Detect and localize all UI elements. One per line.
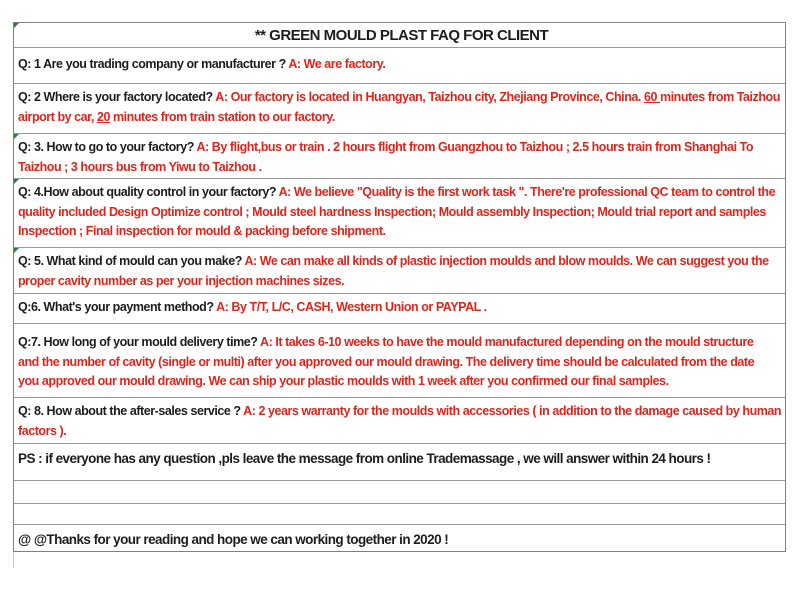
faq-q6 — [14, 294, 785, 324]
faq-q8-answer-text: factors ). — [18, 423, 67, 438]
left-border-stub — [13, 552, 14, 568]
faq-q2 — [14, 84, 785, 134]
faq-q4-line — [18, 203, 785, 223]
faq-q8-line — [18, 422, 785, 442]
faq-q1 — [14, 48, 785, 84]
faq-q7 — [14, 324, 785, 398]
faq-q2-answer-text: 20 — [96, 109, 110, 124]
faq-q5 — [14, 248, 785, 294]
faq-q1-answer-text: A: We are factory. — [288, 57, 386, 71]
faq-q2-line — [18, 88, 785, 108]
faq-q5-answer-text: A: We can make all kinds of plastic injection moulds and blow moulds. We can suggest you the — [244, 254, 769, 268]
thanks-note — [14, 525, 785, 551]
faq-q4-question-text: Q: 4.How about quality control in your factory? — [18, 185, 279, 199]
faq-q4 — [14, 179, 785, 248]
faq-q4-line — [18, 183, 785, 203]
faq-q4-answer-text: quality included Design Optimize control ; Mould steel hardness Inspection; Mould assembly Inspection; Mould trial report and samples — [18, 204, 766, 219]
faq-q3 — [14, 134, 785, 179]
faq-q7-line — [18, 353, 785, 373]
title-row-question-text: ** GREEN MOULD PLAST FAQ FOR CLIENT — [254, 27, 549, 44]
faq-q2-answer-text: airport by car, — [18, 109, 97, 124]
faq-q3-answer-text: Taizhou ; 3 hours bus from Yiwu to Taizhou . — [18, 159, 262, 174]
faq-q8 — [14, 398, 785, 444]
cell-comment-marker-icon — [14, 248, 19, 253]
faq-q2-answer-text: A: Our factory is located in Huangyan, Taizhou city, Zhejiang Province, China. — [215, 90, 644, 104]
faq-q8-line — [18, 402, 785, 422]
faq-q8-question-text: Q: 8. How about the after-sales service ? — [18, 404, 244, 418]
cell-comment-marker-icon — [14, 23, 19, 28]
faq-q2-answer-text: minutes from train station to our factory. — [109, 109, 335, 124]
faq-q7-answer-text: A: It takes 6-10 weeks to have the mould manufactured depending on the mould structure — [260, 335, 754, 349]
faq-q7-answer-text: you approved our mould drawing. We can ship your plastic moulds with 1 week after you confirmed our final samples. — [18, 374, 669, 388]
faq-q1-line — [18, 55, 785, 75]
faq-q2-answer-text: minutes from Taizhou — [659, 90, 780, 104]
empty-row-1 — [14, 481, 785, 504]
faq-q5-answer-text: proper cavity number as per your injection machines sizes. — [18, 273, 345, 288]
faq-q7-question-text: Q:7. How long of your mould delivery time? — [18, 335, 261, 349]
faq-q7-line — [18, 372, 785, 392]
ps-note — [14, 444, 785, 481]
title-row-line — [18, 24, 785, 47]
faq-q3-line — [18, 158, 785, 178]
empty-row-2 — [14, 504, 785, 525]
faq-q3-question-text: Q: 3. How to go to your factory? — [18, 140, 197, 154]
faq-q4-line — [18, 222, 785, 242]
cell-comment-marker-icon — [14, 179, 19, 184]
faq-q3-answer-text: A: By flight,bus or train . 2 hours flight from Guangzhou to Taizhou ; 2.5 hours train from Shanghai To — [196, 140, 754, 154]
cell-comment-marker-icon — [14, 134, 19, 139]
thanks-note-question-text: @ @Thanks for your reading and hope we can working together in 2020 ! — [18, 532, 449, 547]
faq-q3-line — [18, 138, 785, 158]
faq-q4-answer-text: A: We believe "Quality is the first work task ". There're professional QC team to control the — [278, 185, 776, 199]
ps-note-question-text: PS : if everyone has any question ,pls leave the message from online Trademassage , we will answer within 24 hours ! — [18, 451, 711, 466]
faq-q2-question-text: Q: 2 Where is your factory located? — [18, 90, 216, 104]
faq-q6-question-text: Q:6. What's your payment method? — [18, 300, 217, 314]
faq-q7-answer-text: and the number of cavity (single or multi) after you approved our mould drawing. The delivery time should be calculated from the date — [18, 354, 755, 369]
faq-table — [13, 22, 786, 552]
title-row — [14, 23, 785, 48]
faq-q5-line — [18, 272, 785, 292]
thanks-note-line — [18, 529, 785, 550]
faq-q6-answer-text: A: By T/T, L/C, CASH, Western Union or PAYPAL . — [216, 300, 487, 314]
faq-q8-answer-text: A: 2 years warranty for the moulds with accessories ( in addition to the damage caused by human — [243, 404, 782, 418]
faq-q5-line — [18, 252, 785, 272]
faq-q1-question-text: Q: 1 Are you trading company or manufacturer ? — [18, 57, 289, 71]
faq-q4-answer-text: Inspection ; Final inspection for mould & packing before shipment. — [18, 224, 386, 238]
faq-q2-line — [18, 108, 785, 128]
faq-q2-answer-text: 60 — [643, 90, 660, 104]
ps-note-line — [18, 448, 785, 469]
faq-q5-question-text: Q: 5. What kind of mould can you make? — [18, 254, 245, 268]
faq-q7-line — [18, 333, 785, 353]
faq-q6-line — [18, 298, 785, 318]
